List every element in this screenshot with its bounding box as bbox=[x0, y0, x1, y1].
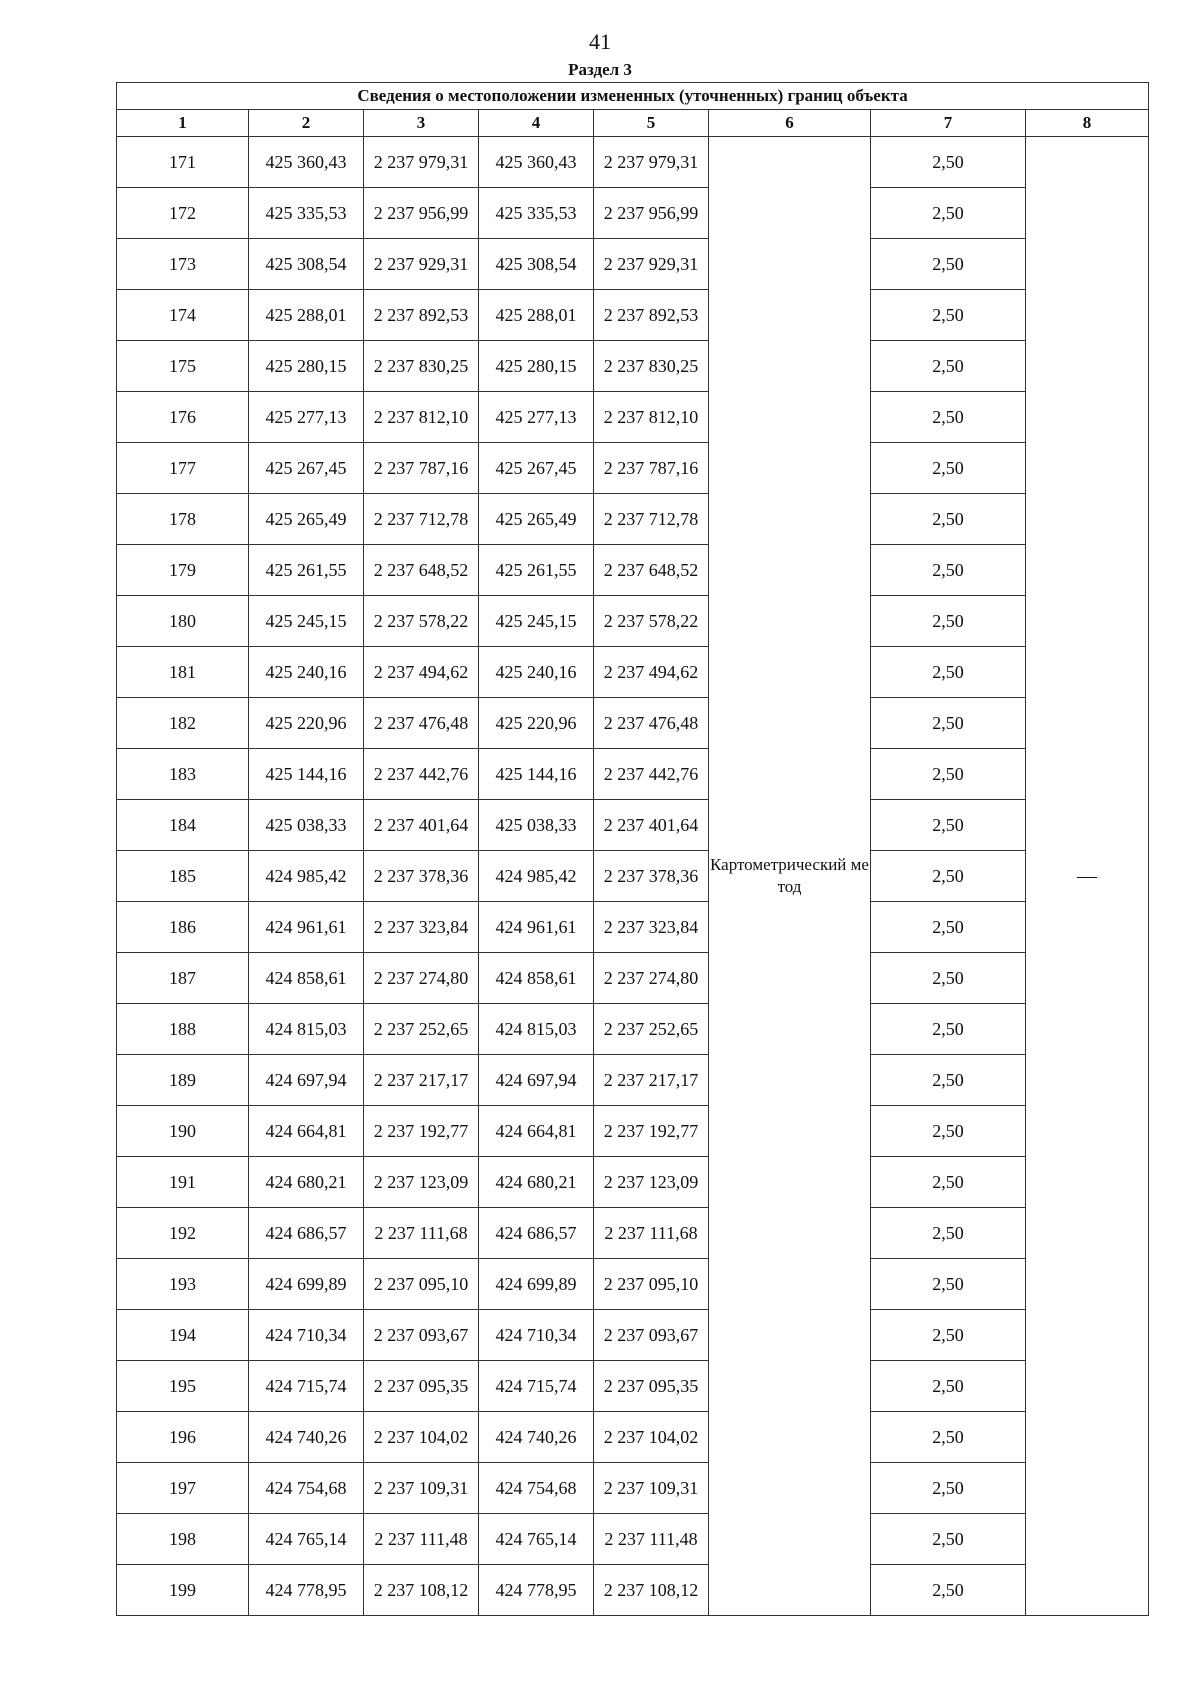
page-number: 41 bbox=[589, 29, 611, 54]
coord-x-cell: 424 961,61 bbox=[249, 902, 364, 953]
coord-y-new-cell: 2 237 979,31 bbox=[594, 137, 709, 188]
point-number-cell: 182 bbox=[117, 698, 249, 749]
coord-y-cell: 2 237 578,22 bbox=[364, 596, 479, 647]
coord-y-cell: 2 237 095,10 bbox=[364, 1259, 479, 1310]
table-row bbox=[117, 137, 1149, 188]
table-row bbox=[117, 1514, 1149, 1565]
coord-x-new-cell: 425 261,55 bbox=[479, 545, 594, 596]
coord-y-cell: 2 237 109,31 bbox=[364, 1463, 479, 1514]
coord-y-new-cell: 2 237 109,31 bbox=[594, 1463, 709, 1514]
coord-y-cell: 2 237 892,53 bbox=[364, 290, 479, 341]
coord-x-new-cell: 425 277,13 bbox=[479, 392, 594, 443]
coord-y-cell: 2 237 476,48 bbox=[364, 698, 479, 749]
point-number-cell: 198 bbox=[117, 1514, 249, 1565]
coord-y-new-cell: 2 237 095,35 bbox=[594, 1361, 709, 1412]
column-number-6: 6 bbox=[709, 110, 871, 137]
table-row bbox=[117, 1412, 1149, 1463]
column-8-cell: — bbox=[1026, 137, 1149, 1616]
accuracy-cell: 2,50 bbox=[871, 1106, 1026, 1157]
table-row bbox=[117, 443, 1149, 494]
coord-x-new-cell: 425 220,96 bbox=[479, 698, 594, 749]
coord-x-new-cell: 424 686,57 bbox=[479, 1208, 594, 1259]
table-row bbox=[117, 1157, 1149, 1208]
accuracy-cell: 2,50 bbox=[871, 1259, 1026, 1310]
coord-x-cell: 424 680,21 bbox=[249, 1157, 364, 1208]
accuracy-cell: 2,50 bbox=[871, 545, 1026, 596]
coord-y-new-cell: 2 237 252,65 bbox=[594, 1004, 709, 1055]
point-number-cell: 190 bbox=[117, 1106, 249, 1157]
point-number-cell: 194 bbox=[117, 1310, 249, 1361]
coord-x-new-cell: 425 240,16 bbox=[479, 647, 594, 698]
accuracy-cell: 2,50 bbox=[871, 1004, 1026, 1055]
point-number-cell: 176 bbox=[117, 392, 249, 443]
coord-y-new-cell: 2 237 378,36 bbox=[594, 851, 709, 902]
coord-y-cell: 2 237 442,76 bbox=[364, 749, 479, 800]
column-number-1: 1 bbox=[117, 110, 249, 137]
coord-y-new-cell: 2 237 093,67 bbox=[594, 1310, 709, 1361]
coord-y-cell: 2 237 111,68 bbox=[364, 1208, 479, 1259]
coord-x-new-cell: 425 144,16 bbox=[479, 749, 594, 800]
coord-x-cell: 424 740,26 bbox=[249, 1412, 364, 1463]
point-number-cell: 179 bbox=[117, 545, 249, 596]
coord-x-new-cell: 425 360,43 bbox=[479, 137, 594, 188]
coord-x-new-cell: 424 961,61 bbox=[479, 902, 594, 953]
point-number-cell: 177 bbox=[117, 443, 249, 494]
coord-x-new-cell: 424 664,81 bbox=[479, 1106, 594, 1157]
coord-y-cell: 2 237 274,80 bbox=[364, 953, 479, 1004]
point-number-cell: 180 bbox=[117, 596, 249, 647]
coord-y-new-cell: 2 237 111,68 bbox=[594, 1208, 709, 1259]
point-number-cell: 187 bbox=[117, 953, 249, 1004]
method-cell: Картометрический метод bbox=[709, 137, 871, 1616]
point-number-cell: 193 bbox=[117, 1259, 249, 1310]
point-number-cell: 174 bbox=[117, 290, 249, 341]
coord-x-cell: 425 277,13 bbox=[249, 392, 364, 443]
accuracy-cell: 2,50 bbox=[871, 953, 1026, 1004]
coord-y-cell: 2 237 979,31 bbox=[364, 137, 479, 188]
coord-y-cell: 2 237 095,35 bbox=[364, 1361, 479, 1412]
coord-y-cell: 2 237 929,31 bbox=[364, 239, 479, 290]
coord-x-cell: 425 360,43 bbox=[249, 137, 364, 188]
column-number-5: 5 bbox=[594, 110, 709, 137]
coord-y-new-cell: 2 237 578,22 bbox=[594, 596, 709, 647]
accuracy-cell: 2,50 bbox=[871, 1157, 1026, 1208]
point-number-cell: 188 bbox=[117, 1004, 249, 1055]
accuracy-cell: 2,50 bbox=[871, 290, 1026, 341]
table-row bbox=[117, 851, 1149, 902]
coord-y-cell: 2 237 323,84 bbox=[364, 902, 479, 953]
coord-x-new-cell: 425 308,54 bbox=[479, 239, 594, 290]
coord-x-new-cell: 425 288,01 bbox=[479, 290, 594, 341]
coord-y-new-cell: 2 237 401,64 bbox=[594, 800, 709, 851]
coord-y-new-cell: 2 237 787,16 bbox=[594, 443, 709, 494]
coord-y-new-cell: 2 237 648,52 bbox=[594, 545, 709, 596]
accuracy-cell: 2,50 bbox=[871, 341, 1026, 392]
point-number-cell: 172 bbox=[117, 188, 249, 239]
column-number-2: 2 bbox=[249, 110, 364, 137]
coord-x-new-cell: 424 985,42 bbox=[479, 851, 594, 902]
point-number-cell: 186 bbox=[117, 902, 249, 953]
coord-y-cell: 2 237 104,02 bbox=[364, 1412, 479, 1463]
coord-x-new-cell: 425 265,49 bbox=[479, 494, 594, 545]
table-row bbox=[117, 1055, 1149, 1106]
accuracy-cell: 2,50 bbox=[871, 392, 1026, 443]
coord-x-new-cell: 424 699,89 bbox=[479, 1259, 594, 1310]
coord-y-cell: 2 237 378,36 bbox=[364, 851, 479, 902]
coord-x-new-cell: 424 778,95 bbox=[479, 1565, 594, 1616]
coord-x-cell: 424 778,95 bbox=[249, 1565, 364, 1616]
table-row bbox=[117, 545, 1149, 596]
accuracy-cell: 2,50 bbox=[871, 239, 1026, 290]
coord-x-new-cell: 424 740,26 bbox=[479, 1412, 594, 1463]
coord-x-cell: 424 985,42 bbox=[249, 851, 364, 902]
coord-x-cell: 424 664,81 bbox=[249, 1106, 364, 1157]
coord-y-new-cell: 2 237 123,09 bbox=[594, 1157, 709, 1208]
table-row bbox=[117, 1259, 1149, 1310]
table-title: Сведения о местоположении измененных (уточненных) границ объекта bbox=[117, 83, 1149, 110]
coord-y-new-cell: 2 237 111,48 bbox=[594, 1514, 709, 1565]
coord-y-cell: 2 237 812,10 bbox=[364, 392, 479, 443]
table-row bbox=[117, 1361, 1149, 1412]
coord-y-new-cell: 2 237 108,12 bbox=[594, 1565, 709, 1616]
coord-x-cell: 425 240,16 bbox=[249, 647, 364, 698]
table-row bbox=[117, 239, 1149, 290]
coord-x-new-cell: 425 335,53 bbox=[479, 188, 594, 239]
accuracy-cell: 2,50 bbox=[871, 800, 1026, 851]
table-row bbox=[117, 1208, 1149, 1259]
accuracy-cell: 2,50 bbox=[871, 1565, 1026, 1616]
point-number-cell: 191 bbox=[117, 1157, 249, 1208]
coord-y-new-cell: 2 237 442,76 bbox=[594, 749, 709, 800]
column-number-8: 8 bbox=[1026, 110, 1149, 137]
table-row bbox=[117, 494, 1149, 545]
coord-x-new-cell: 424 710,34 bbox=[479, 1310, 594, 1361]
accuracy-cell: 2,50 bbox=[871, 1412, 1026, 1463]
coord-y-cell: 2 237 123,09 bbox=[364, 1157, 479, 1208]
coord-y-cell: 2 237 093,67 bbox=[364, 1310, 479, 1361]
coord-y-cell: 2 237 494,62 bbox=[364, 647, 479, 698]
coord-x-cell: 425 267,45 bbox=[249, 443, 364, 494]
accuracy-cell: 2,50 bbox=[871, 494, 1026, 545]
coord-y-cell: 2 237 111,48 bbox=[364, 1514, 479, 1565]
point-number-cell: 185 bbox=[117, 851, 249, 902]
coord-x-cell: 425 308,54 bbox=[249, 239, 364, 290]
accuracy-cell: 2,50 bbox=[871, 851, 1026, 902]
accuracy-cell: 2,50 bbox=[871, 698, 1026, 749]
table-row bbox=[117, 290, 1149, 341]
table-row bbox=[117, 596, 1149, 647]
coord-y-cell: 2 237 217,17 bbox=[364, 1055, 479, 1106]
point-number-cell: 199 bbox=[117, 1565, 249, 1616]
table-row bbox=[117, 392, 1149, 443]
table-row bbox=[117, 1310, 1149, 1361]
coord-y-new-cell: 2 237 712,78 bbox=[594, 494, 709, 545]
coord-y-cell: 2 237 956,99 bbox=[364, 188, 479, 239]
accuracy-cell: 2,50 bbox=[871, 749, 1026, 800]
table-row bbox=[117, 1004, 1149, 1055]
coord-y-new-cell: 2 237 274,80 bbox=[594, 953, 709, 1004]
coord-x-cell: 424 710,34 bbox=[249, 1310, 364, 1361]
column-number-3: 3 bbox=[364, 110, 479, 137]
section-label: Раздел 3 bbox=[568, 60, 632, 79]
coord-y-cell: 2 237 787,16 bbox=[364, 443, 479, 494]
accuracy-cell: 2,50 bbox=[871, 596, 1026, 647]
table-row bbox=[117, 341, 1149, 392]
coord-x-cell: 424 765,14 bbox=[249, 1514, 364, 1565]
coord-y-cell: 2 237 648,52 bbox=[364, 545, 479, 596]
coord-y-new-cell: 2 237 217,17 bbox=[594, 1055, 709, 1106]
coord-x-new-cell: 424 765,14 bbox=[479, 1514, 594, 1565]
coord-x-cell: 425 265,49 bbox=[249, 494, 364, 545]
coord-y-new-cell: 2 237 494,62 bbox=[594, 647, 709, 698]
coord-x-new-cell: 424 715,74 bbox=[479, 1361, 594, 1412]
coord-x-cell: 424 815,03 bbox=[249, 1004, 364, 1055]
coord-x-cell: 425 245,15 bbox=[249, 596, 364, 647]
coord-y-cell: 2 237 192,77 bbox=[364, 1106, 479, 1157]
coord-x-new-cell: 424 697,94 bbox=[479, 1055, 594, 1106]
table-row bbox=[117, 1463, 1149, 1514]
table-row bbox=[117, 749, 1149, 800]
coord-y-cell: 2 237 712,78 bbox=[364, 494, 479, 545]
accuracy-cell: 2,50 bbox=[871, 188, 1026, 239]
accuracy-cell: 2,50 bbox=[871, 1208, 1026, 1259]
coord-x-cell: 425 288,01 bbox=[249, 290, 364, 341]
coord-y-new-cell: 2 237 192,77 bbox=[594, 1106, 709, 1157]
coord-y-new-cell: 2 237 929,31 bbox=[594, 239, 709, 290]
coord-x-new-cell: 424 858,61 bbox=[479, 953, 594, 1004]
point-number-cell: 171 bbox=[117, 137, 249, 188]
accuracy-cell: 2,50 bbox=[871, 1361, 1026, 1412]
table-row bbox=[117, 647, 1149, 698]
accuracy-cell: 2,50 bbox=[871, 902, 1026, 953]
coord-y-cell: 2 237 830,25 bbox=[364, 341, 479, 392]
coord-x-cell: 425 280,15 bbox=[249, 341, 364, 392]
coord-x-cell: 425 144,16 bbox=[249, 749, 364, 800]
point-number-cell: 175 bbox=[117, 341, 249, 392]
accuracy-cell: 2,50 bbox=[871, 647, 1026, 698]
point-number-cell: 189 bbox=[117, 1055, 249, 1106]
coord-x-cell: 425 038,33 bbox=[249, 800, 364, 851]
coord-x-cell: 425 335,53 bbox=[249, 188, 364, 239]
coord-x-new-cell: 424 754,68 bbox=[479, 1463, 594, 1514]
coord-y-cell: 2 237 401,64 bbox=[364, 800, 479, 851]
point-number-cell: 183 bbox=[117, 749, 249, 800]
table-row bbox=[117, 902, 1149, 953]
coord-x-new-cell: 425 280,15 bbox=[479, 341, 594, 392]
coord-x-cell: 424 754,68 bbox=[249, 1463, 364, 1514]
coord-x-new-cell: 425 245,15 bbox=[479, 596, 594, 647]
coord-x-new-cell: 424 815,03 bbox=[479, 1004, 594, 1055]
accuracy-cell: 2,50 bbox=[871, 1055, 1026, 1106]
accuracy-cell: 2,50 bbox=[871, 1310, 1026, 1361]
coord-y-cell: 2 237 252,65 bbox=[364, 1004, 479, 1055]
accuracy-cell: 2,50 bbox=[871, 1514, 1026, 1565]
column-number-4: 4 bbox=[479, 110, 594, 137]
coord-x-cell: 424 697,94 bbox=[249, 1055, 364, 1106]
point-number-cell: 192 bbox=[117, 1208, 249, 1259]
table-row bbox=[117, 800, 1149, 851]
coord-x-cell: 424 858,61 bbox=[249, 953, 364, 1004]
point-number-cell: 181 bbox=[117, 647, 249, 698]
table-row bbox=[117, 188, 1149, 239]
table-row bbox=[117, 698, 1149, 749]
coord-y-cell: 2 237 108,12 bbox=[364, 1565, 479, 1616]
coordinates-table bbox=[116, 82, 1149, 1616]
accuracy-cell: 2,50 bbox=[871, 137, 1026, 188]
coord-x-new-cell: 425 038,33 bbox=[479, 800, 594, 851]
table-row bbox=[117, 1106, 1149, 1157]
column-number-7: 7 bbox=[871, 110, 1026, 137]
coord-x-cell: 424 715,74 bbox=[249, 1361, 364, 1412]
coord-y-new-cell: 2 237 812,10 bbox=[594, 392, 709, 443]
coord-y-new-cell: 2 237 956,99 bbox=[594, 188, 709, 239]
table-row bbox=[117, 1565, 1149, 1616]
coord-y-new-cell: 2 237 830,25 bbox=[594, 341, 709, 392]
point-number-cell: 195 bbox=[117, 1361, 249, 1412]
accuracy-cell: 2,50 bbox=[871, 1463, 1026, 1514]
point-number-cell: 178 bbox=[117, 494, 249, 545]
coord-y-new-cell: 2 237 104,02 bbox=[594, 1412, 709, 1463]
point-number-cell: 184 bbox=[117, 800, 249, 851]
coord-x-cell: 424 699,89 bbox=[249, 1259, 364, 1310]
coord-x-new-cell: 425 267,45 bbox=[479, 443, 594, 494]
point-number-cell: 196 bbox=[117, 1412, 249, 1463]
coord-y-new-cell: 2 237 476,48 bbox=[594, 698, 709, 749]
coord-y-new-cell: 2 237 323,84 bbox=[594, 902, 709, 953]
point-number-cell: 197 bbox=[117, 1463, 249, 1514]
coord-x-cell: 424 686,57 bbox=[249, 1208, 364, 1259]
point-number-cell: 173 bbox=[117, 239, 249, 290]
coord-x-new-cell: 424 680,21 bbox=[479, 1157, 594, 1208]
coord-x-cell: 425 261,55 bbox=[249, 545, 364, 596]
accuracy-cell: 2,50 bbox=[871, 443, 1026, 494]
table-row bbox=[117, 953, 1149, 1004]
coord-x-cell: 425 220,96 bbox=[249, 698, 364, 749]
coord-y-new-cell: 2 237 892,53 bbox=[594, 290, 709, 341]
coord-y-new-cell: 2 237 095,10 bbox=[594, 1259, 709, 1310]
